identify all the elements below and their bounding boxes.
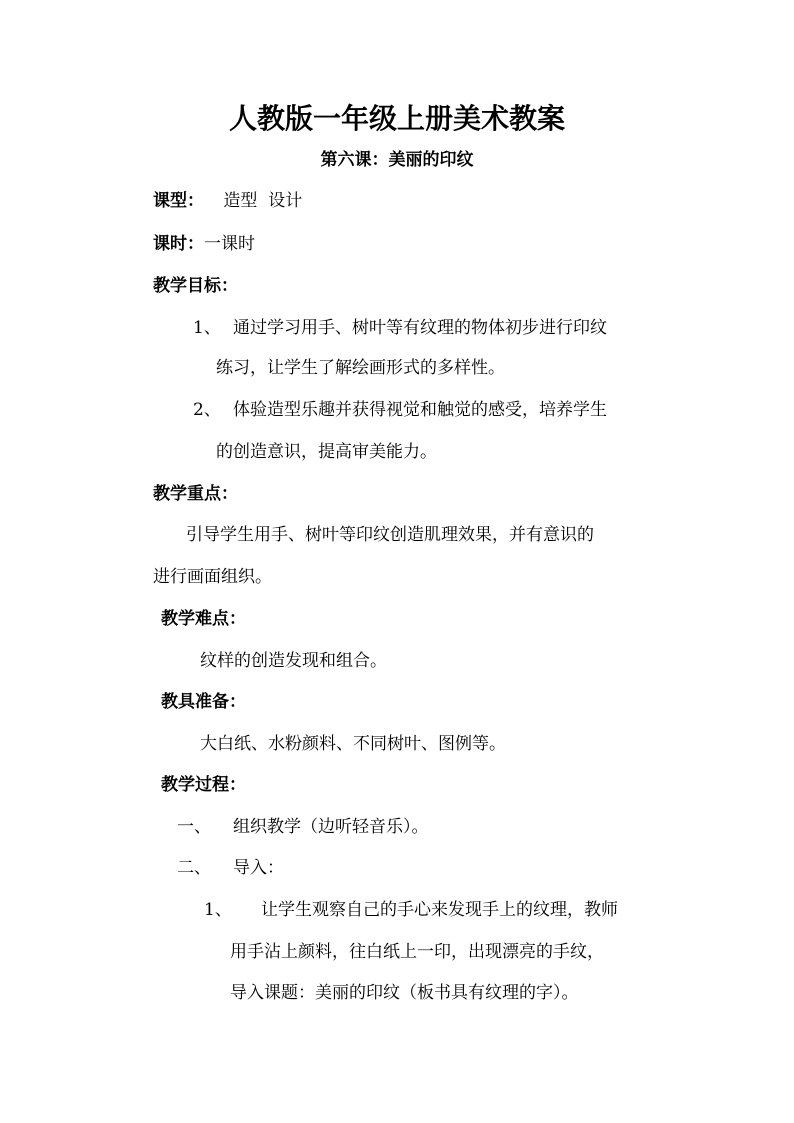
objective-number: 2、 — [193, 400, 221, 420]
objective-item-2 — [193, 398, 607, 422]
process-step-text: 组织教学（边听轻音乐）。 — [233, 817, 429, 837]
lesson-duration-value: 一课时 — [204, 234, 255, 254]
objective-item-1-cont: 练习，让学生了解绘画形式的多样性。 — [216, 358, 505, 378]
process-substep-1-cont: 用手沾上颜料，往白纸上一印，出现漂亮的手纹， — [230, 942, 604, 962]
objective-item-2-cont: 的创造意识，提高审美能力。 — [216, 442, 437, 462]
materials-heading: 教具准备： — [161, 692, 246, 712]
process-step-text: 导入： — [233, 858, 284, 878]
process-step-number: 二、 — [177, 858, 211, 878]
lesson-type-label: 课型： — [153, 191, 204, 211]
difficulties-text: 纹样的创造发现和组合。 — [200, 651, 387, 671]
lesson-type — [153, 189, 302, 213]
materials-text: 大白纸、水粉颜料、不同树叶、图例等。 — [200, 734, 506, 754]
process-step-2 — [177, 856, 284, 880]
process-substep-number: 1、 — [204, 900, 232, 920]
process-substep-text: 让学生观察自己的手心来发现手上的纹理，教师 — [261, 900, 618, 920]
lesson-type-value: 造型 设计 — [223, 191, 303, 211]
objective-text: 通过学习用手、树叶等有纹理的物体初步进行印纹 — [233, 318, 607, 338]
process-step-number: 一、 — [177, 817, 211, 837]
process-substep-1-cont2: 导入课题：美丽的印纹（板书具有纹理的字）。 — [230, 983, 579, 1003]
key-points-heading: 教学重点： — [153, 484, 238, 504]
key-points-text: 引导学生用手、树叶等印纹创造肌理效果，并有意识的 — [186, 525, 594, 545]
document-title: 人教版一年级上册美术教案 — [228, 102, 565, 135]
lesson-duration-label: 课时： — [153, 234, 204, 254]
lesson-subtitle: 第六课：美丽的印纹 — [320, 150, 474, 170]
lesson-duration — [153, 232, 255, 256]
objective-number: 1、 — [193, 318, 221, 338]
key-points-text-cont: 进行画面组织。 — [153, 567, 272, 587]
process-heading: 教学过程： — [161, 775, 246, 795]
process-step-1 — [177, 815, 429, 839]
objectives-heading: 教学目标： — [153, 276, 238, 296]
objective-text: 体验造型乐趣并获得视觉和触觉的感受，培养学生 — [233, 400, 607, 420]
objective-item-1 — [193, 316, 607, 340]
difficulties-heading: 教学难点： — [161, 609, 246, 629]
process-substep-1 — [204, 898, 618, 922]
